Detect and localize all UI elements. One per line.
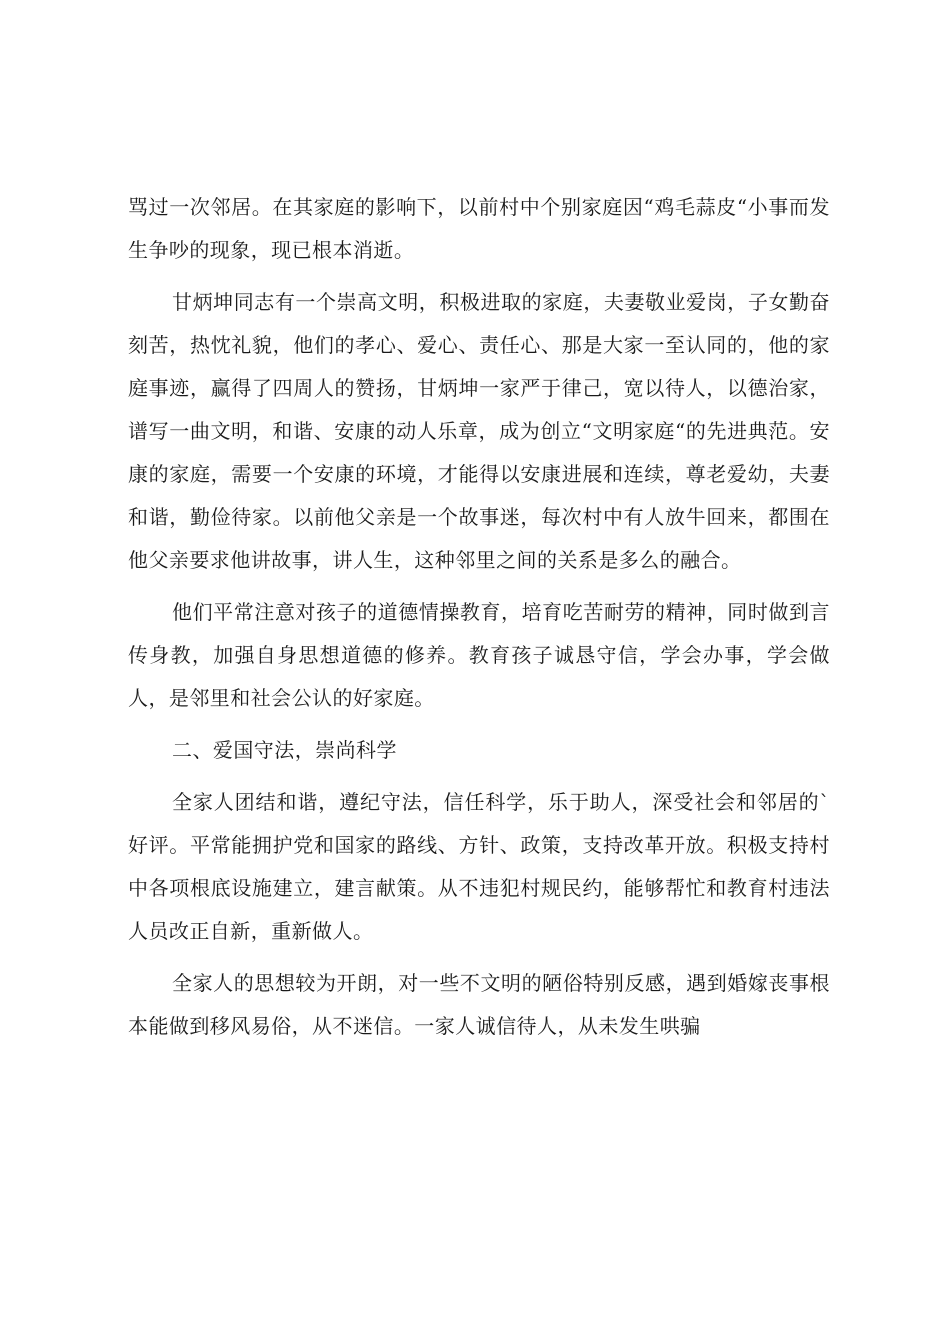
section-heading: 二、爱国守法，崇尚科学	[172, 738, 397, 762]
paragraph-law-abiding: 全家人团结和谐，遵纪守法，信任科学，乐于助人，深受社会和邻居的`好评。平常能拥护党和国家的路线、方针、政策，支持改革开放。积极支持村中各项根底设施建立，建言献策。从不违犯村规民约，能够帮忙和教育村违法人员改正自新，重新做人。	[128, 790, 830, 943]
paragraph-moral-education: 他们平常注意对孩子的道德情操教育，培育吃苦耐劳的精神，同时做到言传身教，加强自身思想道德的修养。教育孩子诚恳守信，学会办事，学会做人，是邻里和社会公认的好家庭。	[128, 600, 830, 710]
paragraph-customs: 全家人的思想较为开朗，对一些不文明的陋俗特别反感，遇到婚嫁丧事根本能做到移风易俗，从不迷信。一家人诚信待人，从未发生哄骗	[128, 971, 830, 1038]
paragraph-family-description: 甘炳坤同志有一个崇高文明，积极进取的家庭，夫妻敬业爱岗，子女勤奋刻苦，热忱礼貌，他们的孝心、爱心、责任心、那是大家一至认同的，他的家庭事迹，赢得了四周人的赞扬，甘炳坤一家严于律己，宽以待人，以德治家，谱写一曲文明，和谐、安康的动人乐章，成为创立“文明家庭“的先进典范。安康的家庭，需要一个安康的环境，才能得以安康进展和连续，尊老爱幼，夫妻和谐，勤俭待家。以前他父亲是一个故事迷，每次村中有人放牛回来，都围在他父亲要求他讲故事，讲人生，这种邻里之间的关系是多么的融合。	[128, 290, 830, 572]
paragraph-continuation: 骂过一次邻居。在其家庭的影响下，以前村中个别家庭因“鸡毛蒜皮“小事而发生争吵的现象，现已根本消逝。	[128, 195, 830, 262]
document-body	[128, 186, 830, 1048]
